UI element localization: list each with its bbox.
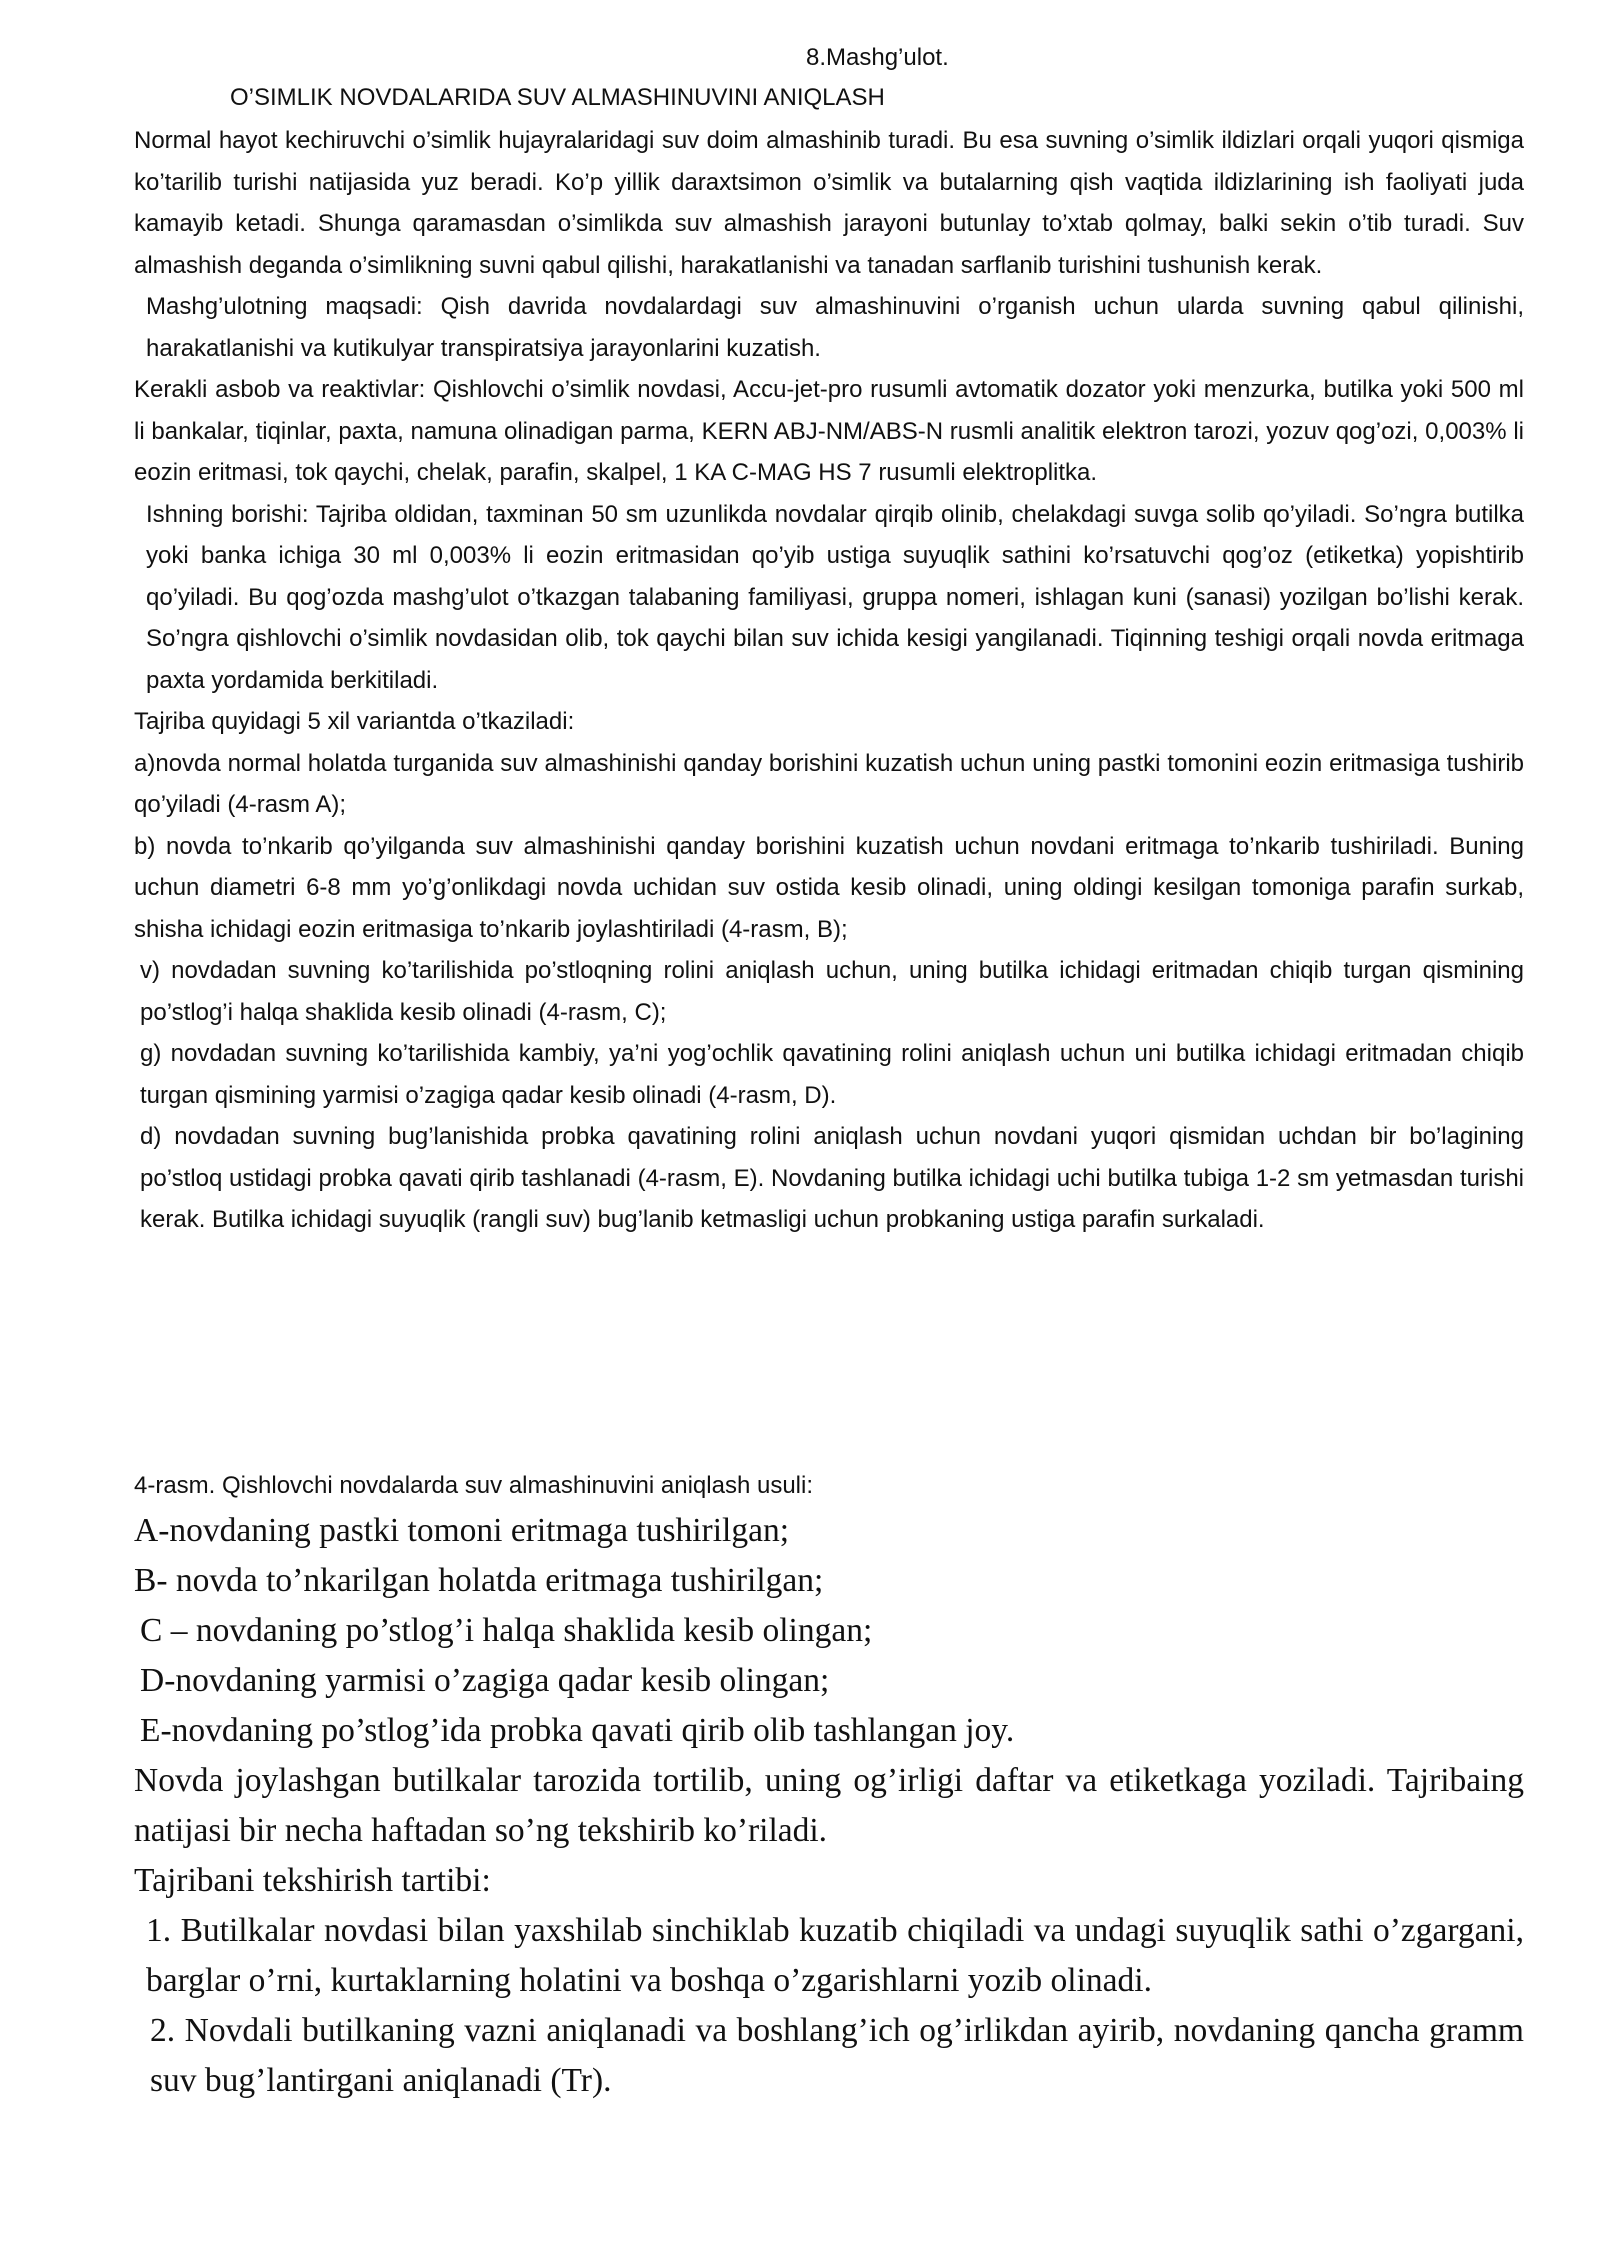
paragraph-goal: Mashg’ulotning maqsadi: Qish davrida novdalardagi suv almashinuvini o’rganish uchun ularda suvning qabul qilinishi, harakatlanishi va kutikulyar transpiratsiya jarayonlarini kuzatish. bbox=[146, 293, 1524, 362]
caption-item-a: A-novdaning pastki tomoni eritmaga tushirilgan; bbox=[134, 1512, 790, 1549]
caption-item-b: B- novda to’nkarilgan holatda eritmaga tushirilgan; bbox=[134, 1562, 824, 1599]
figure-caption: 4-rasm. Qishlovchi novdalarda suv almashinuvini aniqlash usuli: bbox=[134, 1472, 813, 1499]
check-step-2: 2. Novdali butilkaning vazni aniqlanadi va boshlang’ich og’irlikdan ayirib, novdaning qancha gramm suv bug’lantirgani aniqlanadi (Tr). bbox=[150, 2012, 1524, 2099]
closing-paragraph: Novda joylashgan butilkalar tarozida tortilib, uning og’irligi daftar va etiketkaga yoziladi. Tajribaing natijasi bir necha haftadan so’ng tekshirib ko’riladi. bbox=[134, 1762, 1524, 1849]
check-order-heading: Tajribani tekshirish tartibi: bbox=[134, 1862, 491, 1899]
paragraph-variants-intro: Tajriba quyidagi 5 xil variantda o’tkaziladi: bbox=[134, 708, 575, 735]
caption-item-c: C – novdaning po’stlog’i halqa shaklida kesib olingan; bbox=[140, 1612, 873, 1649]
check-step-1: 1. Butilkalar novdasi bilan yaxshilab sinchiklab kuzatib chiqiladi va undagi suyuqlik sathi o’zgargani, barglar o’rni, kurtaklarning holatini va boshqa o’zgarishlarni yozib olinadi. bbox=[146, 1912, 1524, 1999]
page-title: O’SIMLIK NOVDALARIDA SUV ALMASHINUVINI ANIQLASH bbox=[230, 84, 885, 111]
caption-item-e: E-novdaning po’stlog’ida probka qavati qirib olib tashlangan joy. bbox=[140, 1712, 1015, 1749]
caption-item-d: D-novdaning yarmisi o’zagiga qadar kesib olingan; bbox=[140, 1662, 830, 1699]
paragraph-equipment: Kerakli asbob va reaktivlar: Qishlovchi o’simlik novdasi, Accu-jet-pro rusumli avtomatik dozator yoki menzurka, butilka yoki 500 ml li bankalar, tiqinlar, paxta, namuna olinadigan parma, KERN ABJ-NM/ABS-N rusmli analitik elektron tarozi, yozuv qog’ozi, 0,003% li eozin eritmasi, tok qaychi, chelak, parafin, skalpel, 1 KA C-MAG HS 7 rusumli elektroplitka. bbox=[134, 376, 1524, 486]
document-body bbox=[134, 120, 1524, 1241]
paragraph-intro: Normal hayot kechiruvchi o’simlik hujayralaridagi suv doim almashinib turadi. Bu esa suvning o’simlik ildizlari orqali yuqori qismiga ko’tarilib turishi natijasida yuz beradi. Ko’p yillik daraxtsimon o’simlik va butalarning qish vaqtida ildizlarining ish faoliyati juda kamayib ketadi. Shunga qaramasdan o’simlikda suv almashish jarayoni butunlay to’xtab qolmay, balki sekin o’tib turadi. Suv almashish deganda o’simlikning suvni qabul qilishi, harakatlanishi va tanadan sarflanib turishini tushunish kerak. bbox=[134, 127, 1524, 279]
lesson-number: 8.Mashg’ulot. bbox=[806, 44, 949, 71]
paragraph-variant-v: v) novdadan suvning ko’tarilishida po’stloqning rolini aniqlash uchun, uning butilka ichidagi eritmadan chiqib turgan qismining po’stlog’i halqa shaklida kesib olinadi (4-rasm, C); bbox=[140, 957, 1524, 1026]
paragraph-variant-d: d) novdadan suvning bug’lanishida probka qavatining rolini aniqlash uchun novdani yuqori qismidan uchdan bir bo’lagining po’stloq ustidagi probka qavati qirib tashlanadi (4-rasm, E). Novdaning butilka ichidagi uchi butilka tubiga 1-2 sm yetmasdan turishi kerak. Butilka ichidagi suyuqlik (rangli suv) bug’lanib ketmasligi uchun probkaning ustiga parafin surkaladi. bbox=[140, 1123, 1524, 1233]
paragraph-procedure: Ishning borishi: Tajriba oldidan, taxminan 50 sm uzunlikda novdalar qirqib olinib, chelakdagi suvga solib qo’yiladi. So’ngra butilka yoki banka ichiga 30 ml 0,003% li eozin eritmasidan qo’yib ustiga suyuqlik sathini ko’rsatuvchi qog’oz (etiketka) yopishtirib qo’yiladi. Bu qog’ozda mashg’ulot o’tkazgan talabaning familiyasi, gruppa nomeri, ishlagan kuni (sanasi) yozilgan bo’lishi kerak. So’ngra qishlovchi o’simlik novdasidan olib, tok qaychi bilan suv ichida kesigi yangilanadi. Tiqinning teshigi orqali novda eritmaga paxta yordamida berkitiladi. bbox=[146, 500, 1524, 694]
caption-and-closing bbox=[134, 1506, 1524, 2106]
paragraph-variant-g: g) novdadan suvning ko’tarilishida kambiy, ya’ni yog’ochlik qavatining rolini aniqlash uchun uni butilka ichidagi eritmadan chiqib turgan qismining yarmisi o’zagiga qadar kesib olinadi (4-rasm, D). bbox=[140, 1040, 1524, 1109]
paragraph-variant-b: b) novda to’nkarib qo’yilganda suv almashinishi qanday borishini kuzatish uchun novdani eritmaga to’nkarib tushiriladi. Buning uchun diametri 6-8 mm yo’g’onlikdagi novda uchidan suv ostida kesib olinadi, uning oldingi kesilgan tomoniga parafin surkab, shisha ichidagi eozin eritmasiga to’nkarib joylashtiriladi (4-rasm, B); bbox=[134, 832, 1524, 943]
paragraph-variant-a: a)novda normal holatda turganida suv almashinishi qanday borishini kuzatish uchun uning pastki tomonini eozin eritmasiga tushirib qo’yiladi (4-rasm A); bbox=[134, 749, 1524, 818]
